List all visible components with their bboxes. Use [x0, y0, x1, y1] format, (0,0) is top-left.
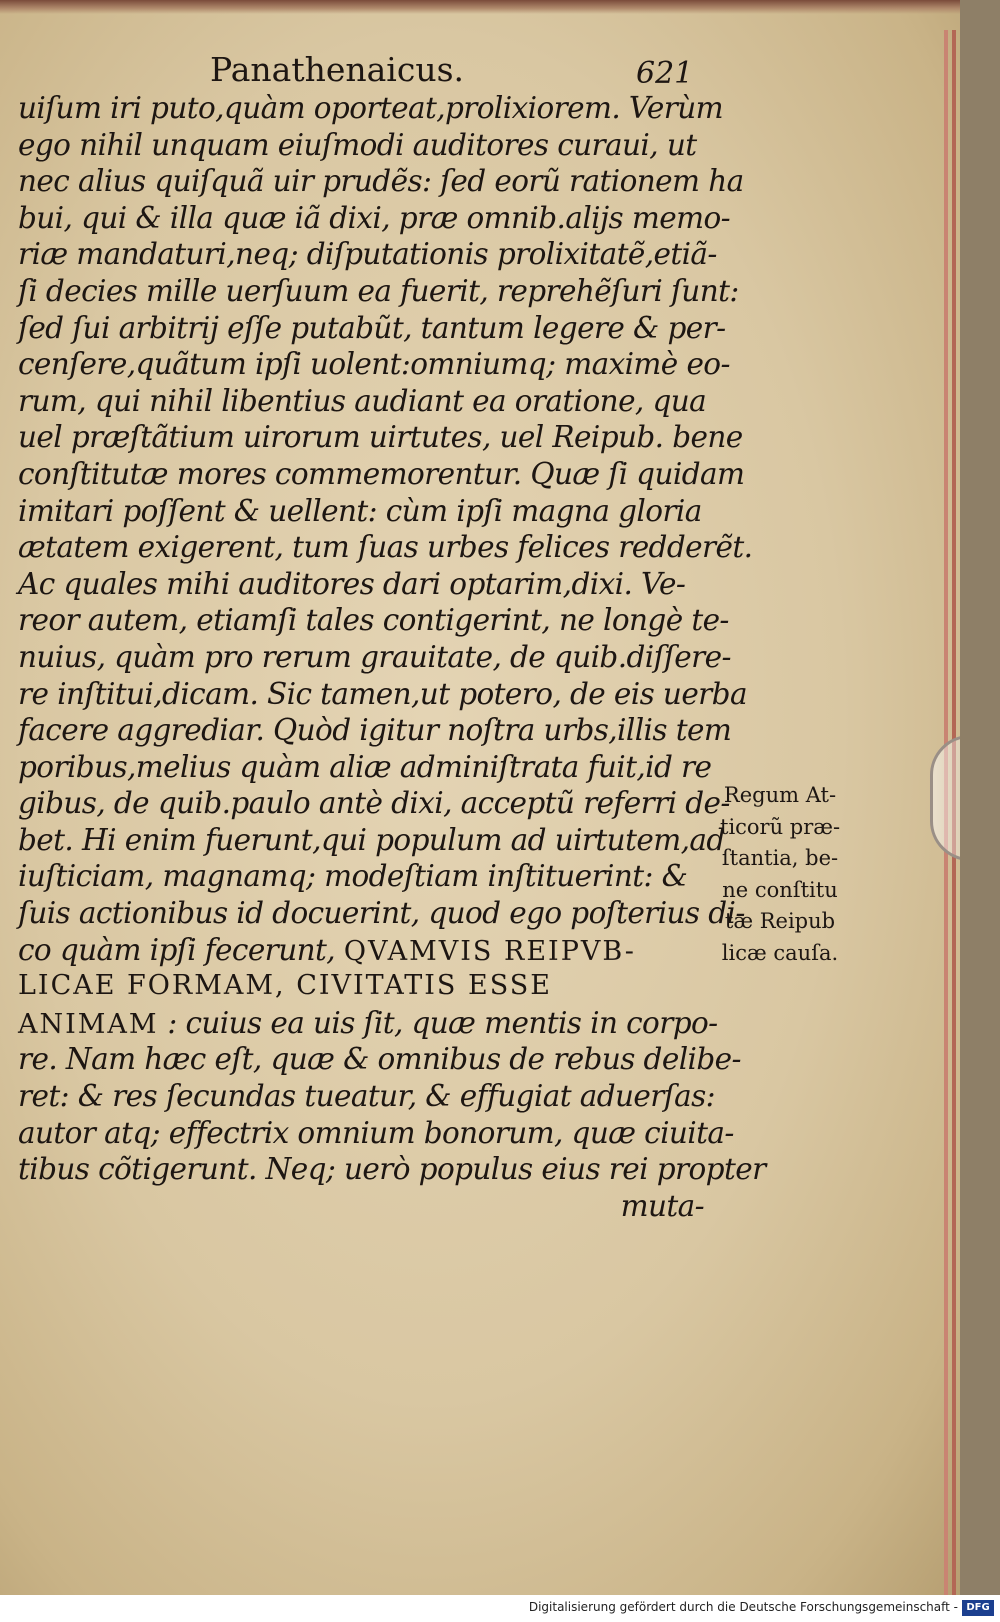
text-line: imitari poſſent & uellent: cùm ipſi magna gloria — [18, 493, 702, 528]
text-line: ſed ſui arbitrij eſſe putabũt, tantum legere & per- — [18, 310, 726, 345]
text-line: re. Nam hæc eſt, quæ & omnibus de rebus delibe- — [18, 1042, 741, 1077]
text-line: ret: & res ſecundas tueatur, & effugiat aduerſas: — [18, 1079, 715, 1114]
text-line: ego nihil unquam eiuſmodi auditores curaui, ut — [18, 127, 697, 162]
text-line-smallcaps: LICAE FORMAM, CIVITATIS ESSE — [18, 970, 552, 1002]
text-line: conſtitutæ mores commemorentur. Quæ ſi quidam — [18, 456, 745, 491]
text-line: poribus,melius quàm aliæ adminiſtrata fuit,id re — [18, 749, 712, 784]
text-line: tibus cõtigerunt. Neq; uerò populus eius rei propter — [18, 1152, 766, 1187]
text-line: facere aggrediar. Quòd igitur noſtra urbs,illis tem — [18, 713, 732, 748]
text-line-italic: co quàm ipſi fecerunt, — [18, 932, 336, 967]
text-line: reor autem, etiamſi tales contigerint, ne longè te- — [18, 603, 729, 638]
text-line: uiſum iri puto,quàm oporteat,prolixiorem. Verùm — [18, 91, 724, 125]
page-number: 621 — [636, 56, 694, 91]
text-line: ſi decies mille uerſuum ea fuerit, reprehẽſuri ſunt: — [18, 273, 739, 308]
note-line: ne conſtitu — [722, 877, 838, 902]
text-line: gibus, de quib.paulo antè dixi, acceptũ referri de- — [18, 786, 730, 821]
text-line: Ac quales mihi auditores dari optarim,dixi. Ve- — [18, 566, 686, 601]
text-line — [18, 1005, 718, 1042]
text-line: riæ mandaturi,neq; diſputationis prolixitatẽ,etiã- — [18, 237, 717, 272]
note-line: licæ cauſa. — [721, 940, 839, 965]
text-line: nuius, quàm pro rerum grauitate, de quib.diſſere- — [18, 639, 731, 674]
note-line: tæ Reipub — [724, 909, 836, 933]
text-line: bui, qui & illa quæ iã dixi, præ omnib.alijs memo- — [18, 200, 730, 235]
text-line-italic: : cuius ea uis ſit, quæ mentis in corpo- — [167, 1005, 718, 1040]
text-line: iuſticiam, magnamq; modeſtiam inſtituerint: & — [18, 859, 688, 894]
text-line: uel præſtãtium uirorum uirtutes, uel Reipub. bene — [18, 420, 743, 455]
footer-bar — [0, 1595, 1000, 1622]
text-line: nec alius quiſquã uir prudẽs: ſed eorũ rationem ha — [18, 164, 744, 199]
note-line: ticorũ præ- — [720, 814, 841, 839]
note-line: ſtantia, be- — [721, 846, 839, 870]
note-line: Regum At- — [723, 783, 837, 807]
text-line: ſuis actionibus id docuerint, quod ego poſterius di- — [18, 896, 745, 931]
text-line: bet. Hi enim fuerunt,qui populum ad uirtutem,ad — [18, 822, 725, 857]
text-line — [18, 932, 708, 969]
text-line-smallcaps: QVAMVIS REIPVB- — [343, 935, 636, 967]
text-line: re inſtitui,dicam. Sic tamen,ut potero, de eis uerba — [18, 676, 747, 711]
text-line: autor atq; effectrix omnium bonorum, quæ ciuita- — [18, 1115, 734, 1150]
text-line: rum, qui nihil libentius audiant ea oratione, qua — [18, 383, 707, 418]
marginal-note — [720, 780, 840, 969]
text-line-smallcaps: ANIMAM — [18, 1008, 159, 1040]
text-line: ætatem exigerent, tum ſuas urbes felices redderẽt. — [18, 530, 753, 565]
dfg-logo-icon: DFG — [962, 1600, 994, 1616]
main-text — [18, 90, 766, 1224]
catchword: muta- — [620, 1188, 704, 1223]
text-line: cenſere,quãtum ipſi uolent:omniumq; maximè eo- — [18, 347, 730, 382]
footer-credit: Digitalisierung gefördert durch die Deutsche Forschungsgemeinschaft - — [528, 1600, 958, 1614]
page-top-edge — [0, 0, 960, 14]
book-clasp — [930, 735, 960, 861]
running-title: Panathenaicus. — [210, 50, 465, 89]
